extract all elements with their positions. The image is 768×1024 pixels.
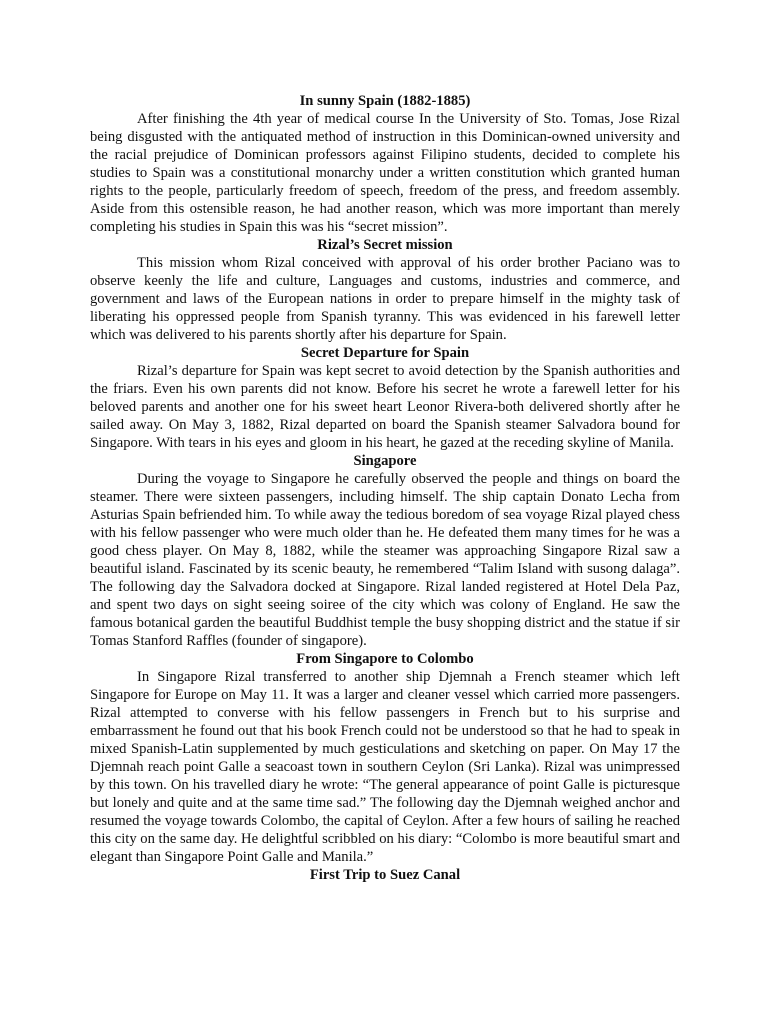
section-heading: In sunny Spain (1882-1885) xyxy=(299,93,471,109)
section-paragraph: In Singapore Rizal transferred to another ship Djemnah a French steamer which left Singapore for Europe on May 11. It was a larger and cleaner vessel which carried more passengers. Rizal attempted to converse with his fellow passengers in French but to his surprise and embarrassment he found out that his book French could not be understood so that he had to speak in mixed Spanish-Latin supplemented by much gesticulations and sketching on paper. On May 17 the Djemnah reach point Galle a seacoast town in southern Ceylon (Sri Lanka). Rizal was unimpressed by this town. On his travelled diary he wrote: “The general appearance of point Galle is picturesque but lonely and quite and at the same time sad.” The following day the Djemnah weighed anchor and resumed the voyage towards Colombo, the capital of Ceylon. After a few hours of sailing he reached this city on the same day. He delightful scribbled on his diary: “Colombo is more beautiful smart and elegant than Singapore Point Galle and Manila.” xyxy=(90,669,680,865)
section-heading: From Singapore to Colombo xyxy=(296,651,474,667)
section-paragraph: During the voyage to Singapore he carefully observed the people and things on board the steamer. There were sixteen passengers, including himself. The ship captain Donato Lecha from Asturias Spain befriended him. To while away the tedious boredom of sea voyage Rizal played chess with his fellow passenger who were much older than he. He defeated them many times for he was a good chess player. On May 8, 1882, while the steamer was approaching Singapore Rizal saw a beautiful island. Fascinated by its scenic beauty, he remembered “Talim Island with susong dalaga”. The following day the Salvadora docked at Singapore. Rizal landed registered at Hotel Dela Paz, and spent two days on sight seeing soiree of the city which was colony of England. He saw the famous botanical garden the beautiful Buddhist temple the busy shopping district and the statue if sir Tomas Stanford Raffles (founder of singapore). xyxy=(90,471,680,649)
section-paragraph: This mission whom Rizal conceived with approval of his order brother Paciano was to observe keenly the life and culture, Languages and customs, industries and commerce, and government and laws of the European nations in order to prepare himself in the mighty task of liberating his oppressed people from Spanish tyranny. This was evidenced in his farewell letter which was delivered to his parents shortly after his departure for Spain. xyxy=(90,255,680,343)
section-heading: Secret Departure for Spain xyxy=(300,345,470,361)
section-paragraph: After finishing the 4th year of medical course In the University of Sto. Tomas, Jose Rizal being disgusted with the antiquated method of instruction in this Dominican-owned university and the racial prejudice of Dominican professors against Filipino students, decided to complete his studies to Spain was a constitutional monarchy under a written constitution which granted human rights to the people, particularly freedom of speech, freedom of the press, and freedom assembly. Aside from this ostensible reason, he had another reason, which was more important than merely completing his studies in Spain this was his “secret mission”. xyxy=(90,111,680,235)
document-page xyxy=(90,92,680,884)
section-paragraph: Rizal’s departure for Spain was kept secret to avoid detection by the Spanish authorities and the friars. Even his own parents did not know. Before his secret he wrote a farewell letter for his beloved parents and another one for his sweet heart Leonor Rivera-both delivered shortly after he sailed away. On May 3, 1882, Rizal departed on board the Spanish steamer Salvadora bound for Singapore. With tears in his eyes and gloom in his heart, he gazed at the receding skyline of Manila. xyxy=(90,363,680,451)
section-heading: Singapore xyxy=(353,453,417,469)
section-heading: Rizal’s Secret mission xyxy=(317,237,453,253)
section-heading: First Trip to Suez Canal xyxy=(309,867,461,883)
